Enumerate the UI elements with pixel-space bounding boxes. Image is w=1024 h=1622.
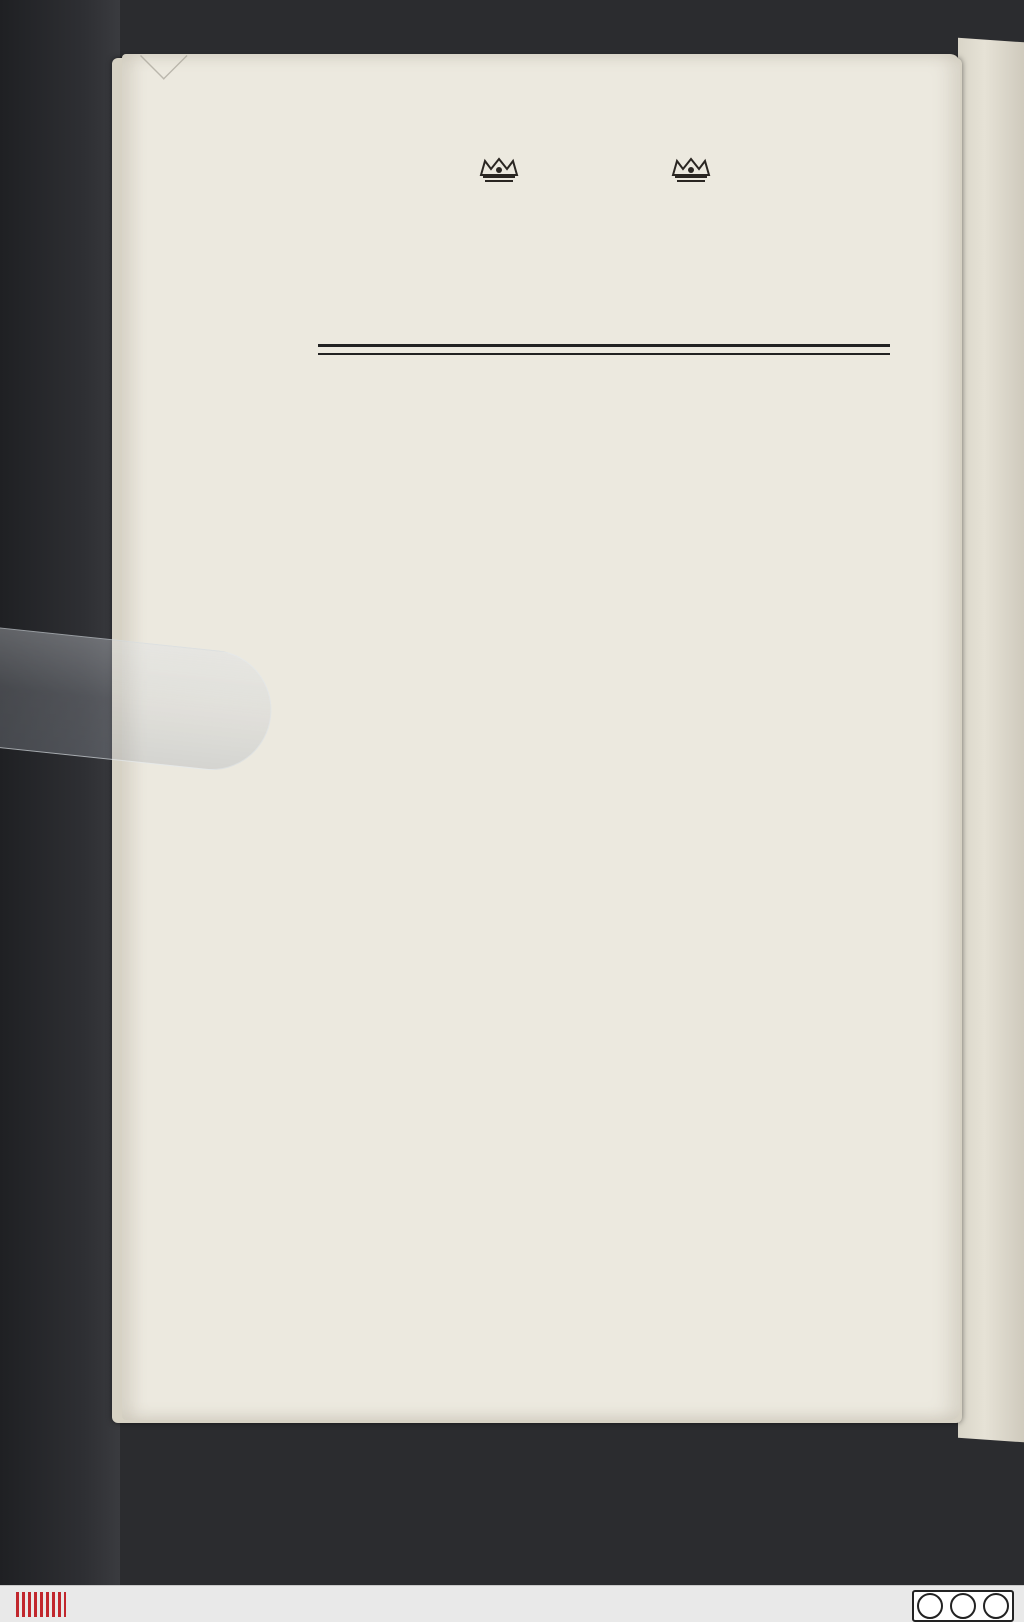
- sa-icon: [983, 1593, 1009, 1619]
- next-page-edge: [958, 38, 1024, 1443]
- license-badge[interactable]: [912, 1590, 1014, 1622]
- hab-logo-icon: [16, 1592, 66, 1617]
- cc-icon: [917, 1593, 943, 1619]
- scan-background: [0, 0, 120, 1585]
- crown-ornament-icon: [669, 155, 713, 185]
- by-icon: [950, 1593, 976, 1619]
- running-head: [477, 152, 713, 188]
- footer-bar: [0, 1585, 1024, 1622]
- double-rule: [318, 344, 890, 355]
- crown-ornament-icon: [477, 155, 521, 185]
